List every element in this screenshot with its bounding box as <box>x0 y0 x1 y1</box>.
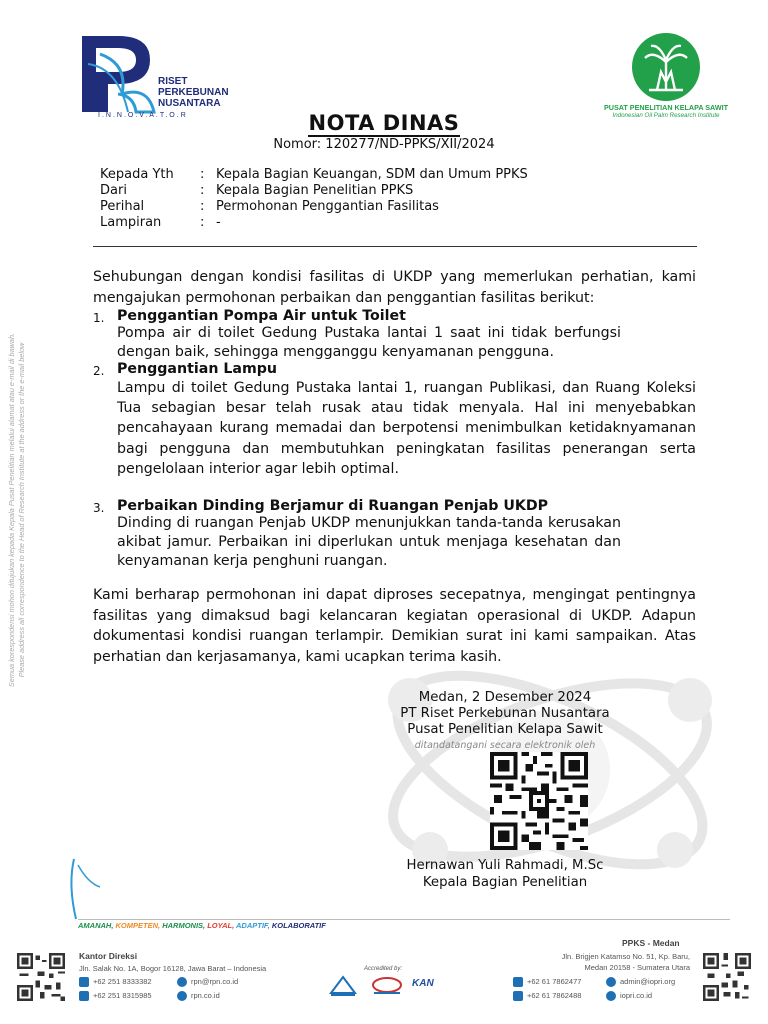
rpn-logo-line1: RISET <box>158 76 188 87</box>
intro-paragraph: Sehubungan dengan kondisi fasilitas di UKDP yang memerlukan perhatian, kami mengajukan permohonan perbaikan dan penggantian fasilitas berikut: <box>93 269 696 306</box>
footer-left-web[interactable]: rpn.co.id <box>191 991 220 1000</box>
document-title-text: NOTA DINAS <box>308 111 460 135</box>
corporate-values <box>78 921 326 930</box>
list-item-heading: Perbaikan Dinding Berjamur di Ruangan Penjab UKDP <box>117 498 549 514</box>
ppks-logo-subtitle: Indonesian Oil Palm Research Institute <box>612 112 720 119</box>
rpn-logo-line3: NUSANTARA <box>158 98 221 109</box>
meta-colon: : <box>200 167 205 182</box>
meta-colon: : <box>200 199 205 214</box>
footer-left-address: Jln. Salak No. 1A, Bogor 16128, Jawa Barat – Indonesia <box>79 964 267 973</box>
rpn-tagline: I.N.N.O.V.A.T.O.R <box>98 112 188 119</box>
signer-position: Kepala Bagian Penelitian <box>422 875 588 890</box>
accredited-label: Accredited by: <box>364 966 403 972</box>
email-icon <box>177 977 187 987</box>
rpn-logo-mark <box>78 34 158 114</box>
meta-label: Kepada Yth <box>100 167 174 182</box>
footer-divider <box>78 919 730 920</box>
meta-label: Perihal <box>100 199 145 214</box>
list-item-text: Lampu di toilet Gedung Pustaka lantai 1, ruangan Publikasi, dan Ruang Koleksi Tua sebagian besar telah rusak atau tidak menyala. Hal ini menyebabkan pencahayaan kurang memadai dan berpotensi menimbulkan ketidaknyamanan bagi pengguna dan membutuhkan peningkatan fasilitas penerangan serta pengelolaan interior agar lebih optimal. <box>117 380 696 477</box>
meta-colon: : <box>200 183 205 198</box>
e-signature-note: ditandatangani secara elektronik oleh <box>414 740 596 751</box>
signer-name: Hernawan Yuli Rahmadi, M.Sc <box>406 858 604 873</box>
closing-paragraph: Kami berharap permohonan ini dapat diproses secepatnya, mengingat pentingnya fasilitas yang dimaksud bagi kelancaran kegiatan operasional di UKDP. Adapun dokumentasi kondisi ruangan terlampir. Demikian surat ini kami sampaikan. Atas perhatian dan kerjasamanya, kami ucapkan terima kasih. <box>93 587 696 665</box>
footer-left-phone2-row <box>79 991 152 1001</box>
ppks-logo-mark <box>631 32 701 102</box>
footer-right-title: PPKS - Medan <box>622 938 680 948</box>
signature-org: PT Riset Perkebunan Nusantara <box>400 706 610 721</box>
list-item-heading: Penggantian Pompa Air untuk Toilet <box>117 308 406 324</box>
footer-right-phone1: +62 61 7862477 <box>527 977 582 986</box>
rpn-logo-line2: PERKEBUNAN <box>158 87 229 98</box>
footer-swoosh <box>66 855 106 923</box>
fax-icon <box>79 991 89 1001</box>
footer-right-web[interactable]: iopri.co.id <box>620 991 653 1000</box>
footer-right-email-row <box>606 977 675 987</box>
list-item-number: 1. <box>93 311 105 325</box>
document-title <box>0 111 768 135</box>
value-kolaboratif: KOLABORATIF <box>271 921 326 930</box>
list-item-number: 3. <box>93 501 105 515</box>
value-kompeten: KOMPETEN, <box>115 921 161 930</box>
footer-right-phone2: +62 61 7862488 <box>527 991 582 1000</box>
header-divider <box>93 246 697 247</box>
signature-org-unit: Pusat Penelitian Kelapa Sawit <box>407 722 603 737</box>
footer-right-phone1-row <box>513 977 581 987</box>
side-correspondence-note <box>7 250 27 770</box>
footer-right-email[interactable]: admin@iopri.org <box>620 977 676 986</box>
side-note-line2: Please address all correspondence to the Head of Research Institute at the address or the e-mail below <box>17 342 26 678</box>
footer-right-web-row <box>606 991 652 1001</box>
footer-right-qr-code <box>703 953 751 1001</box>
email-icon <box>606 977 616 987</box>
document-number: Nomor: 120277/ND-PPKS/XII/2024 <box>273 137 495 152</box>
meta-label: Lampiran <box>100 215 162 230</box>
value-amanah: AMANAH, <box>78 921 114 930</box>
meta-value: Kepala Bagian Penelitian PPKS <box>216 183 414 198</box>
globe-icon <box>606 991 616 1001</box>
value-adaptif: ADAPTIF, <box>235 921 270 930</box>
footer-left-qr-code <box>17 953 65 1001</box>
side-note-line1: Semua korespondensi mohon ditujukan kepada Kepala Pusat Penelitian melalui alamat atau e-mail di bawah. <box>7 332 16 688</box>
signature-block <box>380 690 630 754</box>
footer-right-phone2-row <box>513 991 581 1001</box>
signature-place-date: Medan, 2 Desember 2024 <box>418 690 592 705</box>
rpn-logo-text <box>158 76 229 109</box>
ppks-logo-name: PUSAT PENELITIAN KELAPA SAWIT <box>603 103 729 112</box>
meta-value: - <box>216 215 221 230</box>
globe-icon <box>177 991 187 1001</box>
phone-icon <box>513 977 523 987</box>
meta-label: Dari <box>100 183 127 198</box>
footer-left-phone1: +62 251 8333382 <box>93 977 152 986</box>
footer-left-phone1-row <box>79 977 152 987</box>
phone-icon <box>79 977 89 987</box>
accreditation-badge-1 <box>328 975 358 997</box>
footer-left-email[interactable]: rpn@rpn.co.id <box>191 977 239 986</box>
accreditation-badge-2 <box>370 976 404 996</box>
signature-qr-code <box>490 752 588 850</box>
meta-value: Permohonan Penggantian Fasilitas <box>216 199 439 214</box>
list-item-number: 2. <box>93 364 105 378</box>
footer-left-title: Kantor Direksi <box>79 951 138 961</box>
footer-right-address1: Jln. Brigjen Katamso No. 51, Kp. Baru, <box>561 952 690 961</box>
kan-logo: KAN <box>412 978 434 989</box>
list-item-heading: Penggantian Lampu <box>117 361 278 377</box>
footer-left-phone2: +62 251 8315985 <box>93 991 152 1000</box>
meta-value: Kepala Bagian Keuangan, SDM dan Umum PPKS <box>216 167 528 182</box>
fax-icon <box>513 991 523 1001</box>
footer-left-email-row <box>177 977 238 987</box>
signer-block <box>380 857 630 891</box>
meta-colon: : <box>200 215 205 230</box>
footer-right-address2: Medan 20158 - Sumatera Utara <box>584 963 690 972</box>
footer-left-web-row <box>177 991 220 1001</box>
list-item-text: Pompa air di toilet Gedung Pustaka lantai 1 saat ini tidak berfungsi dengan baik, sehingga mengganggu kenyamanan pengguna. <box>117 325 621 360</box>
value-loyal: LOYAL, <box>207 921 235 930</box>
value-harmonis: HARMONIS, <box>162 921 206 930</box>
list-item-text: Dinding di ruangan Penjab UKDP menunjukkan tanda-tanda kerusakan akibat jamur. Perbaikan ini diperlukan untuk menjaga kesehatan dan kenyamanan kerja penghuni ruangan. <box>117 515 621 569</box>
